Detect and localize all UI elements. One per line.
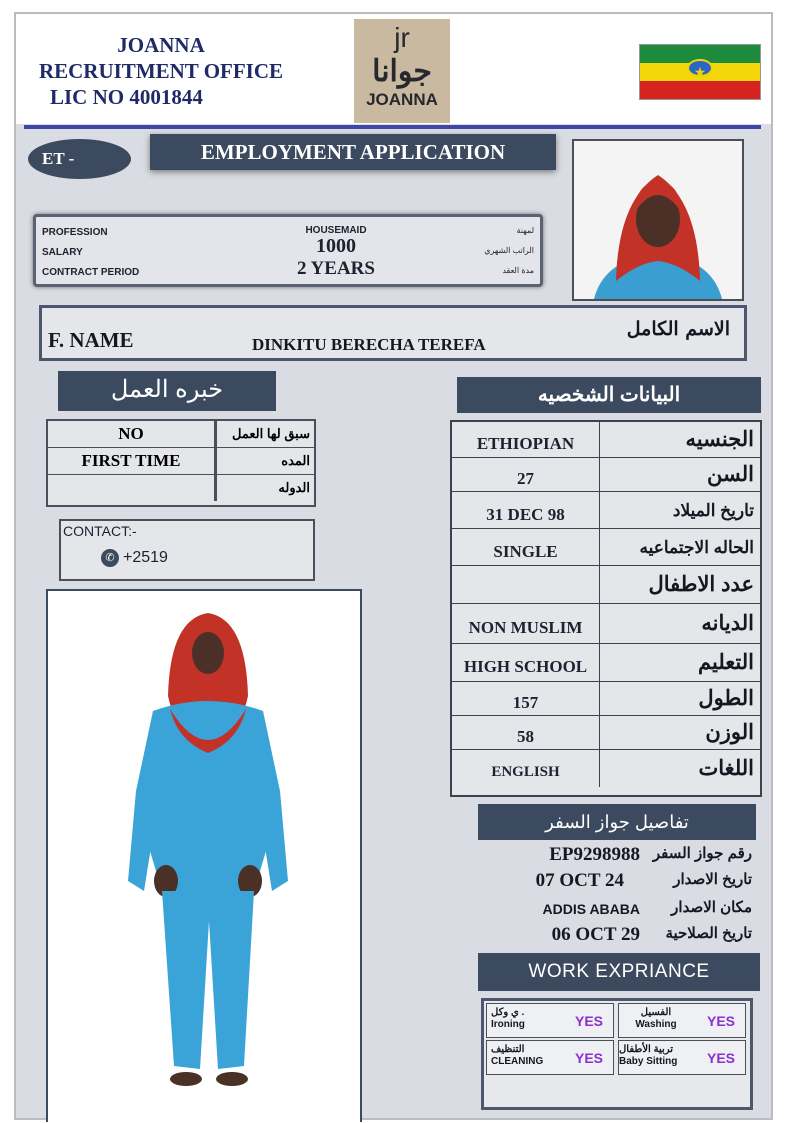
job-details-box [33, 214, 543, 287]
issue-date-value: 07 OCT 24 [535, 870, 624, 891]
worked-before-value: NO [118, 424, 144, 443]
country-label: الدوله [214, 475, 314, 501]
experience-title: خبره العمل [58, 371, 276, 411]
skill-washing [618, 1003, 746, 1038]
personal-value: 58 [452, 716, 600, 749]
table-row [452, 604, 760, 644]
personal-label: الديانه [701, 612, 754, 635]
issue-date-row [456, 870, 752, 896]
personal-value: 157 [452, 682, 600, 715]
skill-answer: YES [574, 1050, 603, 1066]
personal-label: التعليم [698, 651, 754, 674]
skill-ironing [486, 1003, 614, 1038]
personal-value: NON MUSLIM [452, 604, 600, 643]
personal-label: الوزن [705, 721, 754, 744]
passport-details [456, 844, 766, 950]
profession-value: HOUSEMAID [305, 225, 367, 236]
personal-value: HIGH SCHOOL [452, 644, 600, 681]
phone-icon: ✆ [101, 549, 119, 567]
phone-number[interactable]: +2519 [123, 549, 168, 566]
contract-period-value: 2 YEARS [297, 258, 375, 279]
skill-cleaning [486, 1040, 614, 1075]
salary-label-ar: الراتب الشهري [484, 246, 534, 255]
full-name-box [39, 305, 747, 361]
table-row [452, 458, 760, 492]
skill-baby-sitting [618, 1040, 746, 1075]
flag-star-icon: ★ [687, 59, 713, 77]
skill-label: تربية الأطفال Baby Sitting [619, 1044, 678, 1067]
personal-data-table [450, 420, 762, 797]
personal-value [452, 566, 600, 603]
expiry-date-label: تاريخ الصلاحية [665, 925, 752, 942]
personal-label: الطول [698, 687, 754, 710]
ethiopia-flag-icon [639, 44, 761, 100]
salary-label: SALARY [42, 247, 83, 258]
issue-date-label: تاريخ الاصدار [673, 871, 752, 888]
issue-place-value: ADDIS ABABA [542, 901, 640, 917]
logo-mark: jr [394, 22, 410, 53]
table-row [452, 682, 760, 716]
country-value [48, 475, 214, 501]
personal-value: 31 DEC 98 [452, 492, 600, 528]
table-row [452, 644, 760, 682]
passport-title: تفاصيل جواز السفر [478, 804, 756, 840]
personal-value: 27 [452, 458, 600, 491]
office-name [20, 32, 302, 110]
personal-value: ETHIOPIAN [452, 422, 600, 457]
passport-number-value: EP9298988 [549, 844, 640, 865]
contract-period-label-ar: مدة العقد [502, 266, 534, 275]
personal-label: السن [707, 463, 754, 486]
table-row [48, 448, 314, 475]
header-divider [24, 125, 761, 129]
skill-label: ي وكل . Ironing [491, 1007, 525, 1030]
issue-place-row [456, 898, 752, 924]
skill-label: التنظيف CLEANING [491, 1044, 544, 1067]
table-row [48, 421, 314, 448]
personal-label: الحاله الاجتماعيه [639, 538, 754, 557]
personal-data-title: البيانات الشخصيه [457, 377, 761, 413]
portrait-photo [572, 139, 744, 301]
work-experience-title: WORK EXPRIANCE [478, 953, 760, 991]
profession-label: PROFESSION [42, 227, 108, 238]
profession-label-ar: لمهنة [516, 226, 534, 235]
joanna-logo [354, 19, 450, 123]
table-row [452, 716, 760, 750]
skill-answer: YES [706, 1013, 735, 1029]
passport-number-label: رقم جواز السفر [652, 845, 752, 862]
table-row [452, 492, 760, 529]
logo-arabic: جوانا [372, 55, 432, 88]
expiry-date-value: 06 OCT 29 [551, 924, 640, 945]
full-name-value: DINKITU BERECHA TEREFA [252, 335, 486, 354]
full-body-photo [46, 589, 362, 1122]
personal-label: تاريخ الميلاد [672, 501, 754, 520]
header [16, 14, 771, 124]
expiry-date-row [456, 924, 752, 950]
office-line-1: JOANNA [117, 33, 205, 57]
worked-before-label: سبق لها العمل [214, 421, 314, 447]
work-experience-box [481, 998, 753, 1110]
table-row [452, 422, 760, 458]
salary-value: 1000 [316, 235, 356, 257]
form-title: EMPLOYMENT APPLICATION [150, 134, 556, 170]
full-name-label-ar: الاسم الكامل [626, 318, 730, 340]
personal-value: SINGLE [452, 529, 600, 565]
personal-label: اللغات [698, 757, 754, 780]
personal-label: عدد الاطفال [648, 573, 754, 596]
issue-place-label: مكان الاصدار [671, 899, 752, 916]
skill-answer: YES [706, 1050, 735, 1066]
table-row [452, 566, 760, 604]
reference-badge: ET - [28, 139, 131, 179]
office-license: LIC NO 4001844 [50, 85, 203, 109]
portrait-figure-icon [574, 141, 742, 299]
application-page [14, 12, 773, 1120]
duration-label: المده [214, 448, 314, 474]
office-line-2: RECRUITMENT OFFICE [38, 59, 284, 83]
contact-label: CONTACT:- [63, 523, 137, 539]
logo-text: JOANNA [366, 90, 438, 109]
personal-value: ENGLISH [452, 750, 600, 787]
table-row [452, 529, 760, 566]
personal-label: الجنسيه [685, 428, 754, 451]
full-body-figure-icon [48, 591, 360, 1122]
contract-period-label: CONTRACT PERIOD [42, 267, 140, 278]
table-row [452, 750, 760, 787]
contact-box [59, 519, 315, 581]
table-row [48, 475, 314, 501]
full-name-label: F. NAME [48, 328, 134, 352]
skill-label: الفسيل Washing [635, 1007, 677, 1030]
duration-value: FIRST TIME [81, 451, 181, 470]
experience-table [46, 419, 316, 507]
skill-answer: YES [574, 1013, 603, 1029]
passport-number-row [456, 844, 752, 870]
